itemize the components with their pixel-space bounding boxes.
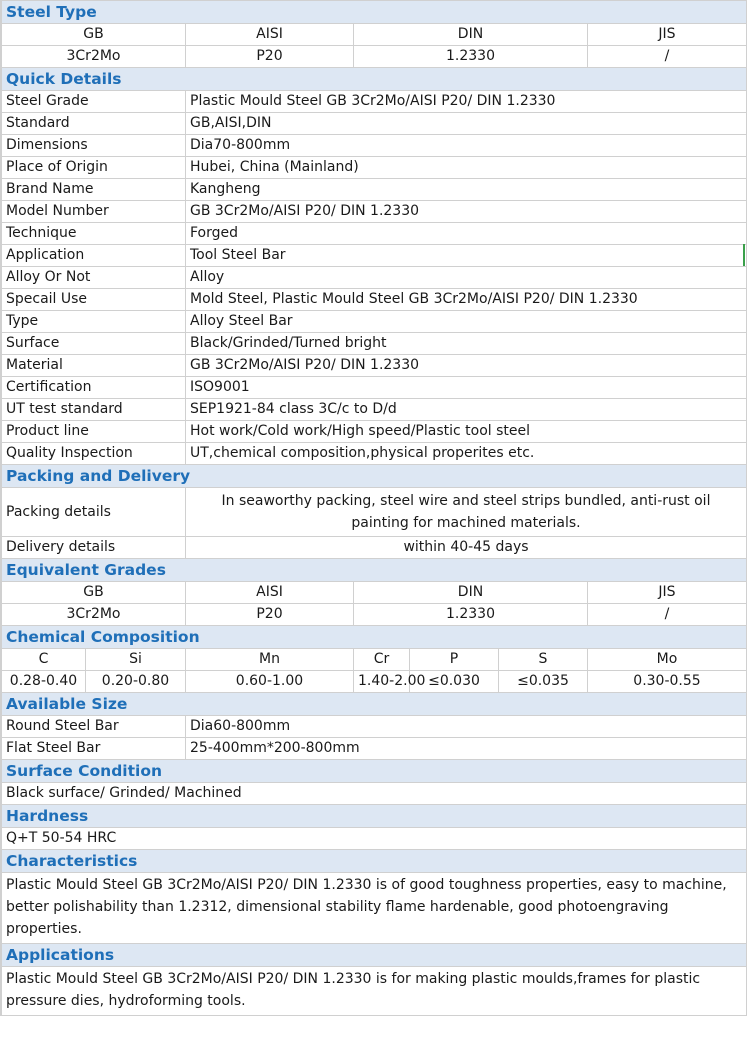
element-value-si: 0.20-0.80 xyxy=(86,671,186,693)
section-title-surface-condition: Surface Condition xyxy=(2,760,747,783)
element-header-cr: Cr xyxy=(354,649,410,671)
spec-table xyxy=(1,0,747,1016)
equivalent-header-aisi: AISI xyxy=(186,582,354,604)
section-title-available-size: Available Size xyxy=(2,693,747,716)
detail-value: UT,chemical composition,physical properites etc. xyxy=(186,443,747,465)
equivalent-value-gb: 3Cr2Mo xyxy=(2,604,186,626)
detail-label: Dimensions xyxy=(2,135,186,157)
element-header-mn: Mn xyxy=(186,649,354,671)
section-title-hardness: Hardness xyxy=(2,805,747,828)
detail-value: SEP1921-84 class 3C/c to D/d xyxy=(186,399,747,421)
steel-type-value-gb: 3Cr2Mo xyxy=(2,46,186,68)
detail-value: Hot work/Cold work/High speed/Plastic tool steel xyxy=(186,421,747,443)
detail-value: Alloy xyxy=(186,267,747,289)
element-value-p: ≤0.030 xyxy=(410,671,499,693)
steel-type-value-aisi: P20 xyxy=(186,46,354,68)
section-title-quick-details: Quick Details xyxy=(2,68,747,91)
steel-type-header-din: DIN xyxy=(354,24,588,46)
equivalent-header-gb: GB xyxy=(2,582,186,604)
detail-label: Alloy Or Not xyxy=(2,267,186,289)
equivalent-value-jis: / xyxy=(588,604,747,626)
detail-label: Quality Inspection xyxy=(2,443,186,465)
section-title-applications: Applications xyxy=(2,944,747,967)
section-title-characteristics: Characteristics xyxy=(2,850,747,873)
detail-label: Steel Grade xyxy=(2,91,186,113)
detail-label: Model Number xyxy=(2,201,186,223)
steel-type-header-gb: GB xyxy=(2,24,186,46)
packing-details-label: Packing details xyxy=(2,488,186,537)
detail-value: Kangheng xyxy=(186,179,747,201)
detail-label: Product line xyxy=(2,421,186,443)
equivalent-header-din: DIN xyxy=(354,582,588,604)
element-value-mn: 0.60-1.00 xyxy=(186,671,354,693)
size-value: 25-400mm*200-800mm xyxy=(186,738,747,760)
size-label: Flat Steel Bar xyxy=(2,738,186,760)
delivery-details-value: within 40-45 days xyxy=(186,537,747,559)
hardness-value: Q+T 50-54 HRC xyxy=(2,828,747,850)
equivalent-header-jis: JIS xyxy=(588,582,747,604)
detail-value: Dia70-800mm xyxy=(186,135,747,157)
detail-label: Brand Name xyxy=(2,179,186,201)
detail-label: Technique xyxy=(2,223,186,245)
detail-label: Specail Use xyxy=(2,289,186,311)
detail-value: ISO9001 xyxy=(186,377,747,399)
steel-type-value-jis: / xyxy=(588,46,747,68)
steel-type-header-aisi: AISI xyxy=(186,24,354,46)
section-title-packing-delivery: Packing and Delivery xyxy=(2,465,747,488)
packing-details-value: In seaworthy packing, steel wire and steel strips bundled, anti-rust oil painting for machined materials. xyxy=(186,488,747,537)
detail-value: GB 3Cr2Mo/AISI P20/ DIN 1.2330 xyxy=(186,201,747,223)
element-header-p: P xyxy=(410,649,499,671)
delivery-details-label: Delivery details xyxy=(2,537,186,559)
element-value-s: ≤0.035 xyxy=(499,671,588,693)
steel-type-value-din: 1.2330 xyxy=(354,46,588,68)
detail-label: Application xyxy=(2,245,186,267)
equivalent-value-din: 1.2330 xyxy=(354,604,588,626)
element-header-s: S xyxy=(499,649,588,671)
element-header-c: C xyxy=(2,649,86,671)
detail-label: Type xyxy=(2,311,186,333)
detail-label: Place of Origin xyxy=(2,157,186,179)
section-title-steel-type: Steel Type xyxy=(2,1,747,24)
applications-text: Plastic Mould Steel GB 3Cr2Mo/AISI P20/ DIN 1.2330 is for making plastic moulds,frames for plastic pressure dies, hydroforming tools. xyxy=(2,967,747,1016)
element-header-mo: Mo xyxy=(588,649,747,671)
steel-type-header-jis: JIS xyxy=(588,24,747,46)
detail-label: Standard xyxy=(2,113,186,135)
element-header-si: Si xyxy=(86,649,186,671)
detail-label: Certification xyxy=(2,377,186,399)
section-title-chemical-composition: Chemical Composition xyxy=(2,626,747,649)
detail-value: GB,AISI,DIN xyxy=(186,113,747,135)
detail-label: Surface xyxy=(2,333,186,355)
detail-label: UT test standard xyxy=(2,399,186,421)
detail-value: Black/Grinded/Turned bright xyxy=(186,333,747,355)
size-value: Dia60-800mm xyxy=(186,716,747,738)
detail-value: Forged xyxy=(186,223,747,245)
detail-label: Material xyxy=(2,355,186,377)
characteristics-text: Plastic Mould Steel GB 3Cr2Mo/AISI P20/ DIN 1.2330 is of good toughness properties, easy to machine, better polishability than 1.2312, dimensional stability flame hardenable, good photoengraving properties. xyxy=(2,873,747,944)
element-value-c: 0.28-0.40 xyxy=(2,671,86,693)
element-value-cr: 1.40-2.00 xyxy=(354,671,410,693)
detail-value: Tool Steel Bar xyxy=(186,245,747,267)
detail-value: GB 3Cr2Mo/AISI P20/ DIN 1.2330 xyxy=(186,355,747,377)
section-title-equivalent-grades: Equivalent Grades xyxy=(2,559,747,582)
detail-value: Hubei, China (Mainland) xyxy=(186,157,747,179)
surface-condition-value: Black surface/ Grinded/ Machined xyxy=(2,783,747,805)
cell-selection-marker xyxy=(743,244,745,266)
element-value-mo: 0.30-0.55 xyxy=(588,671,747,693)
size-label: Round Steel Bar xyxy=(2,716,186,738)
detail-value: Mold Steel, Plastic Mould Steel GB 3Cr2Mo/AISI P20/ DIN 1.2330 xyxy=(186,289,747,311)
detail-value: Alloy Steel Bar xyxy=(186,311,747,333)
equivalent-value-aisi: P20 xyxy=(186,604,354,626)
detail-value: Plastic Mould Steel GB 3Cr2Mo/AISI P20/ DIN 1.2330 xyxy=(186,91,747,113)
